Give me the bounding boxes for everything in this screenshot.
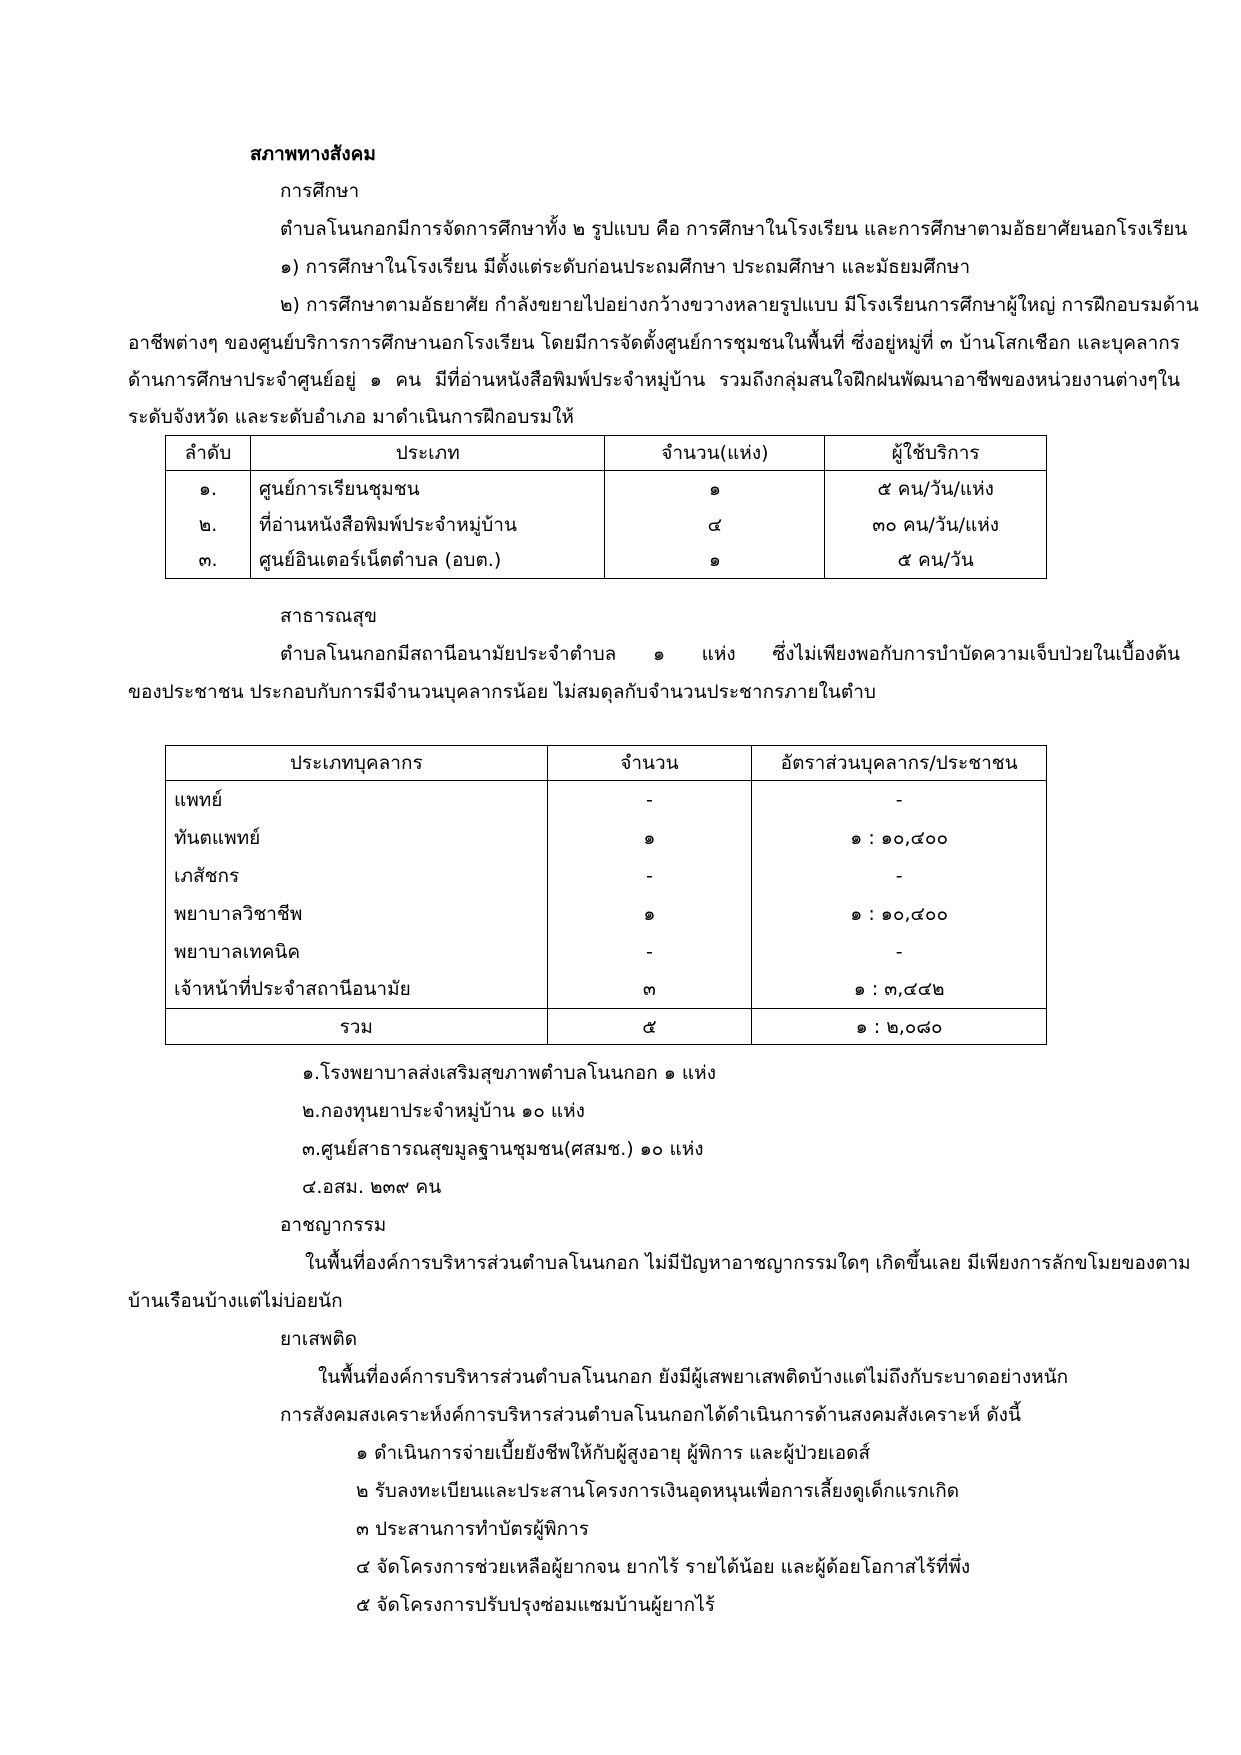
table-cell: ๓. <box>166 543 251 579</box>
table-cell: ๓ <box>547 971 752 1009</box>
education-paragraph-3-line-3: ด้านการศึกษาประจำศูนย์อยู่ ๑ คน มีที่อ่านหนังสือพิมพ์ประจำหมู่บ้าน รวมถึงกลุ่มสนใจฝึกฝนพัฒนาอาชีพของหน่วยงานต่างๆใน <box>128 369 1180 391</box>
table-cell: ๔ <box>605 507 825 543</box>
column-header: อัตราส่วนบุคลากร/ประชาชน <box>752 746 1047 781</box>
column-header: ผู้ใช้บริการ <box>825 436 1047 471</box>
education-paragraph-3-line-4: ระดับจังหวัด และระดับอำเภอ มาดำเนินการฝึกอบรมให้ <box>128 406 574 428</box>
table-row <box>166 933 1047 971</box>
table-cell: ๑ : ๑๐,๔๐๐ <box>752 895 1047 933</box>
education-paragraph-2: ๑) การศึกษาในโรงเรียน มีตั้งแต่ระดับก่อนประถมศึกษา ประถมศึกษา และมัธยมศึกษา <box>280 256 971 278</box>
table-row <box>166 895 1047 933</box>
table-cell: - <box>547 857 752 895</box>
table-cell: ๑ <box>547 819 752 857</box>
crime-title: อาชญากรรม <box>280 1214 387 1236</box>
table-row <box>166 507 1047 543</box>
welfare-list-item: ๕ จัดโครงการปรับปรุงซ่อมแซมบ้านผู้ยากไร้ <box>356 1594 715 1616</box>
column-header: จำนวน <box>547 746 752 781</box>
education-paragraph-3-line-1: ๒) การศึกษาตามอัธยาศัย กำลังขยายไปอย่างกว้างขวางหลายรูปแบบ มีโรงเรียนการศึกษาผู้ใหญ่ การฝึกอบรมด้าน <box>280 294 1199 316</box>
table-row <box>166 543 1047 579</box>
table-cell: - <box>752 781 1047 819</box>
table-cell: ศูนย์การเรียนชุมชน <box>250 471 605 507</box>
health-title: สาธารณสุข <box>280 605 377 627</box>
table-cell: ๑ : ๓,๔๔๒ <box>752 971 1047 1009</box>
table-cell: ๑ <box>605 543 825 579</box>
table-cell: ๑ : ๑๐,๔๐๐ <box>752 819 1047 857</box>
table-cell: ๓๐ คน/วัน/แห่ง <box>825 507 1047 543</box>
column-header: ประเภทบุคลากร <box>166 746 548 781</box>
table-cell: ที่อ่านหนังสือพิมพ์ประจำหมู่บ้าน <box>250 507 605 543</box>
table-row <box>166 781 1047 819</box>
crime-paragraph-line-2: บ้านเรือนบ้างแต่ไม่บ่อยนัก <box>128 1290 343 1312</box>
section-heading: สภาพทางสังคม <box>250 143 376 165</box>
welfare-list-item: ๓ ประสานการทำบัตรผู้พิการ <box>356 1518 589 1540</box>
welfare-list-item: ๒ รับลงทะเบียนและประสานโครงการเงินอุดหนุนเพื่อการเลี้ยงดูเด็กแรกเกิด <box>356 1480 960 1502</box>
health-list-item: ๓.ศูนย์สาธารณสุขมูลฐานชุมชน(ศสมช.) ๑๐ แห่ง <box>302 1138 704 1160</box>
column-header: ประเภท <box>250 436 605 471</box>
table-cell: - <box>547 933 752 971</box>
health-list-item: ๒.กองทุนยาประจำหมู่บ้าน ๑๐ แห่ง <box>302 1100 585 1122</box>
table-cell: ๒. <box>166 507 251 543</box>
table-row <box>166 471 1047 507</box>
table-cell: ๑ : ๒,๐๘๐ <box>752 1009 1047 1045</box>
table-cell: พยาบาลวิชาชีพ <box>166 895 548 933</box>
health-list-item: ๑.โรงพยาบาลส่งเสริมสุขภาพตำบลโนนกอก ๑ แห่ง <box>302 1062 716 1084</box>
table-cell: ๕ <box>547 1009 752 1045</box>
table-cell: ๕ คน/วัน/แห่ง <box>825 471 1047 507</box>
drugs-title: ยาเสพติด <box>280 1328 358 1350</box>
table-cell: ๑ <box>547 895 752 933</box>
table-cell: เภสัชกร <box>166 857 548 895</box>
table-total-row <box>166 1009 1047 1045</box>
table-cell: - <box>752 857 1047 895</box>
table-cell: ศูนย์อินเตอร์เน็ตตำบล (อบต.) <box>250 543 605 579</box>
welfare-intro: การสังคมสงเคราะห์งค์การบริหารส่วนตำบลโนนกอกได้ดำเนินการด้านสงคมสังเคราะห์ ดังนี้ <box>280 1404 1021 1426</box>
table-header-row <box>166 436 1047 471</box>
table-cell: พยาบาลเทคนิค <box>166 933 548 971</box>
health-personnel-table <box>165 745 1047 1045</box>
education-paragraph-3-line-2: อาชีพต่างๆ ของศูนย์บริการการศึกษานอกโรงเรียน โดยมีการจัดตั้งศูนย์การชุมชนในพื้นที่ ซึ่งอยู่หมู่ที่ ๓ บ้านโสกเชือก และบุคลากร <box>128 332 1180 354</box>
table-cell: ๕ คน/วัน <box>825 543 1047 579</box>
table-row <box>166 857 1047 895</box>
table-cell: ๑. <box>166 471 251 507</box>
table-row <box>166 971 1047 1009</box>
health-paragraph-line-1: ตำบลโนนกอกมีสถานีอนามัยประจำตำบล ๑ แห่ง ซึ่งไม่เพียงพอกับการบำบัดความเจ็บป่วยในเบื้องต้น <box>280 643 1180 665</box>
health-list-item: ๔.อสม. ๒๓๙ คน <box>302 1176 442 1198</box>
table-row <box>166 819 1047 857</box>
column-header: จำนวน(แห่ง) <box>605 436 825 471</box>
welfare-list-item: ๑ ดำเนินการจ่ายเบี้ยยังชีพให้กับผู้สูงอายุ ผู้พิการ และผู้ป่วยเอดส์ <box>356 1442 871 1464</box>
education-table <box>165 435 1047 579</box>
table-cell: - <box>752 933 1047 971</box>
table-header-row <box>166 746 1047 781</box>
table-cell: ทันตแพทย์ <box>166 819 548 857</box>
crime-paragraph-line-1: ในพื้นที่องค์การบริหารส่วนตำบลโนนกอก ไม่มีปัญหาอาชญากรรมใดๆ เกิดขึ้นเลย มีเพียงการลักขโมยของตาม <box>305 1252 1191 1274</box>
table-cell: ๑ <box>605 471 825 507</box>
health-paragraph-line-2: ของประชาชน ประกอบกับการมีจำนวนบุคลากรน้อย ไม่สมดุลกับจำนวนประชากรภายในตำบ <box>128 681 876 703</box>
table-cell: เจ้าหน้าที่ประจำสถานีอนามัย <box>166 971 548 1009</box>
table-cell: แพทย์ <box>166 781 548 819</box>
column-header: ลำดับ <box>166 436 251 471</box>
drugs-paragraph: ในพื้นที่องค์การบริหารส่วนตำบลโนนกอก ยังมีผู้เสพยาเสพติดบ้างแต่ไม่ถึงกับระบาดอย่างหนัก <box>318 1366 1069 1388</box>
education-paragraph-1: ตำบลโนนกอกมีการจัดการศึกษาทั้ง ๒ รูปแบบ คือ การศึกษาในโรงเรียน และการศึกษาตามอัธยาศัยนอกโรงเรียน <box>280 218 1188 240</box>
table-cell: - <box>547 781 752 819</box>
welfare-list-item: ๔ จัดโครงการช่วยเหลือผู้ยากจน ยากไร้ รายได้น้อย และผู้ด้อยโอกาสไร้ที่พึ่ง <box>356 1556 971 1578</box>
table-cell: รวม <box>166 1009 548 1045</box>
education-title: การศึกษา <box>280 180 360 202</box>
